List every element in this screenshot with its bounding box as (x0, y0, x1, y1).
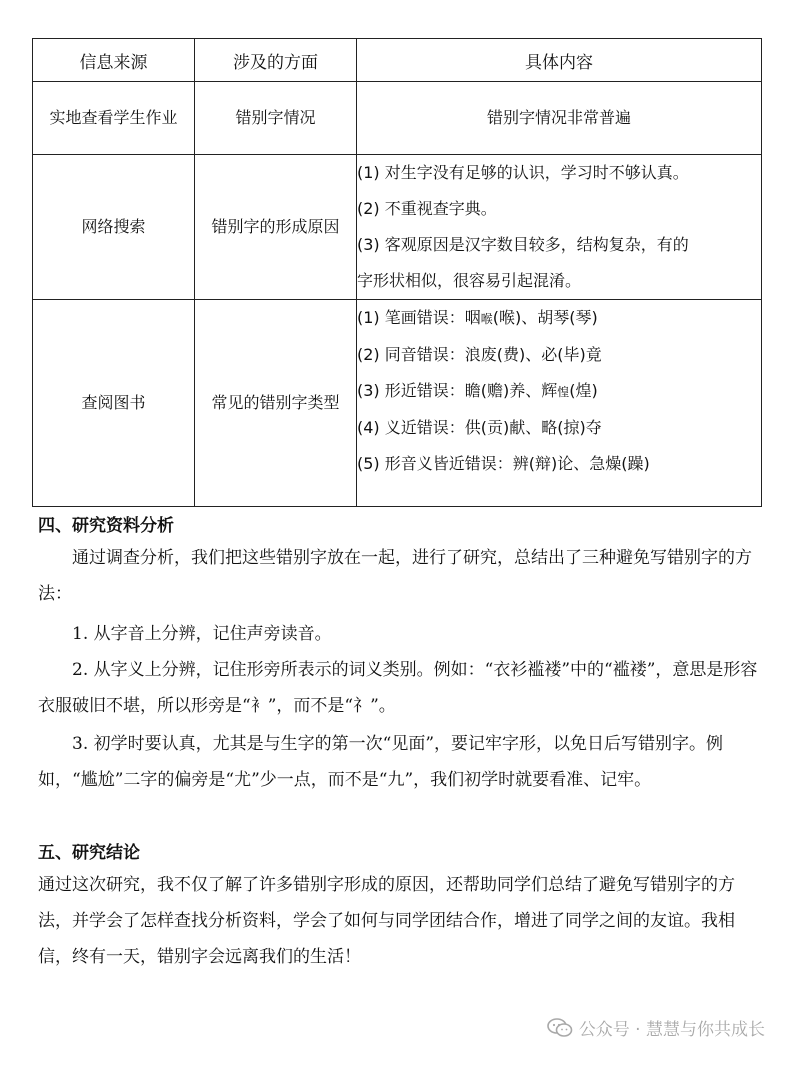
section5-heading: 五、研究结论 (38, 843, 140, 863)
content-line: 字形状相似，很容易引起混淆。 (357, 271, 582, 290)
content-line: (1) 笔画错误：咽喉(喉)、胡琴(琴) (357, 308, 598, 327)
content-line: (1) 对生字没有足够的认识，学习时不够认真。 (357, 163, 689, 182)
table-header-row (33, 39, 762, 82)
cell-source: 查阅图书 (33, 300, 195, 507)
watermark (547, 1015, 765, 1040)
content-line: (2) 不重视查字典。 (357, 199, 497, 218)
section4-item3: 3. 初学时要认真，尤其是与生字的第一次“见面”，要记牢字形，以免日后写错别字。例如，“尴尬”二字的偏旁是“尤”少一点，而不是“九”，我们初学时就要看准、记牢。 (38, 734, 724, 790)
content-line: (4) 义近错误：供(贡)献、略(掠)夺 (357, 418, 602, 437)
cell-content: 错别字情况非常普遍 (357, 82, 762, 155)
table-row (33, 300, 762, 507)
content-line: (3) 形近错误：瞻(赡)养、辉惶(煌) (357, 381, 598, 400)
section4-heading: 四、研究资料分析 (38, 516, 174, 536)
wechat-icon (547, 1018, 573, 1038)
cell-content (357, 300, 762, 507)
research-table (32, 38, 762, 507)
content-line: (3) 客观原因是汉字数目较多，结构复杂，有的 (357, 235, 689, 254)
header-content: 具体内容 (357, 39, 762, 82)
section4-item2: 2. 从字义上分辨，记住形旁所表示的词义类别。例如：“衣衫褴褛”中的“褴褛”，意思是形容衣服破旧不堪，所以形旁是“衤”，而不是“礻”。 (38, 660, 758, 716)
table-row (33, 82, 762, 155)
cell-content (357, 155, 762, 300)
header-source: 信息来源 (33, 39, 195, 82)
content-line: (5) 形音义皆近错误：辨(辩)论、急燥(躁) (357, 454, 650, 473)
cell-aspect: 错别字情况 (195, 82, 357, 155)
cell-source: 实地查看学生作业 (33, 82, 195, 155)
cell-source: 网络搜索 (33, 155, 195, 300)
watermark-text: 公众号 · 慧慧与你共成长 (578, 1020, 765, 1040)
section4-intro: 通过调查分析，我们把这些错别字放在一起，进行了研究，总结出了三种避免写错别字的方法： (38, 548, 752, 604)
section5-text: 通过这次研究，我不仅了解了许多错别字形成的原因，还帮助同学们总结了避免写错别字的方法，并学会了怎样查找分析资料，学会了如何与同学团结合作，增进了同学之间的友谊。我相信，终有一天，错别字会远离我们的生活！ (38, 875, 735, 967)
section4-item1: 1. 从字音上分辨，记住声旁读音。 (72, 624, 332, 644)
cell-aspect: 常见的错别字类型 (195, 300, 357, 507)
header-aspect: 涉及的方面 (195, 39, 357, 82)
cell-aspect: 错别字的形成原因 (195, 155, 357, 300)
table-row (33, 155, 762, 300)
content-line: (2) 同音错误：浪废(费)、必(毕)竟 (357, 345, 602, 364)
